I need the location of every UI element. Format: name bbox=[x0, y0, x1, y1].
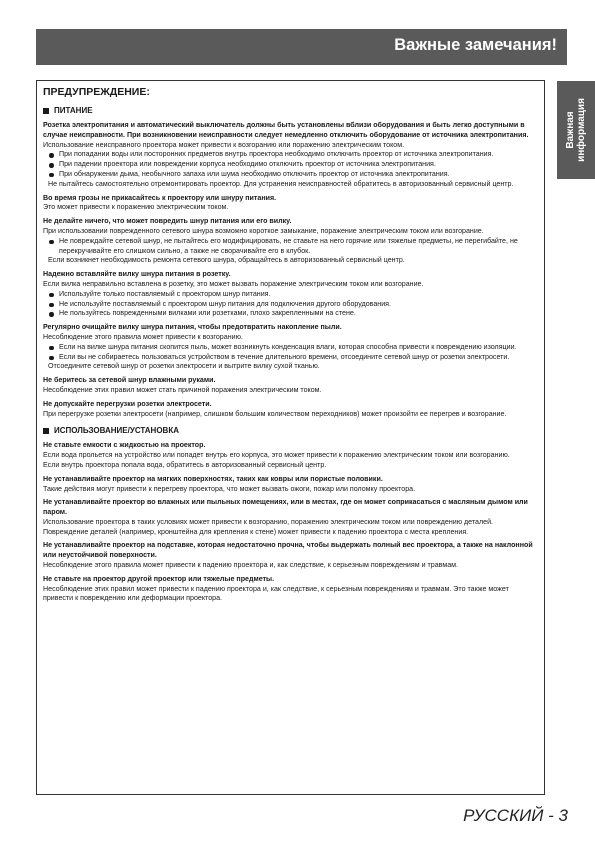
bullet-dot-icon bbox=[49, 293, 54, 298]
item-title: Не ставьте емкости с жидкостью на проектор. bbox=[43, 441, 206, 450]
usage-item bbox=[43, 475, 538, 495]
bullet-dot-icon bbox=[49, 153, 54, 158]
section-heading-label: ПИТАНИЕ bbox=[54, 106, 93, 115]
bullet-text: Не используйте поставляемый с проектором шнур питания для подключения другого оборудования. bbox=[59, 299, 391, 308]
bullet-item bbox=[43, 300, 538, 310]
side-tab-label bbox=[565, 98, 587, 162]
item-text: Использование проектора в таких условиях может привести к возгоранию, поражению электрическим током или повреждению деталей. Повреждение деталей (например, кронштейна для крепления к стене) может привести к падению проектора с места крепления. bbox=[43, 517, 494, 536]
power-item bbox=[43, 194, 538, 214]
bullet-text: При попадании воды или посторонних предметов внутрь проектора необходимо отключить проектор от источника электропитания. bbox=[59, 150, 494, 159]
item-text: При использовании поврежденного сетевого шнура возможно короткое замыкание, поражение электрическим током или возгорание. bbox=[43, 226, 484, 235]
bullet-text: Используйте только поставляемый с проектором шнур питания. bbox=[59, 289, 271, 298]
note-text: Если возникнет необходимость ремонта сетевого шнура, обращайтесь в авторизованный сервисный центр. bbox=[48, 256, 405, 265]
bullet-dot-icon bbox=[49, 303, 54, 308]
header-banner bbox=[36, 29, 567, 65]
bullet-dot-icon bbox=[49, 346, 54, 351]
item-text: Несоблюдение этого правила может привести к падению проектора и, как следствие, к серьезным повреждениям и травмам. bbox=[43, 561, 459, 570]
warning-title: ПРЕДУПРЕЖДЕНИЕ: bbox=[43, 86, 150, 98]
page-number: РУССКИЙ - 3 bbox=[463, 806, 568, 825]
page-title: Важные замечания! bbox=[394, 36, 557, 54]
usage-item bbox=[43, 441, 538, 470]
power-intro bbox=[43, 121, 538, 190]
warning-content bbox=[43, 86, 538, 608]
item-title: Во время грозы не прикасайтесь к проектору или шнуру питания. bbox=[43, 193, 277, 202]
item-title: Не устанавливайте проектор во влажных или пыльных помещениях, или в местах, где он может соприкасаться с масляным дымом или паром. bbox=[43, 498, 528, 517]
note-text: Не пытайтесь самостоятельно отремонтировать проектор. Для устранения неисправностей обратитесь в авторизованный сервисный центр. bbox=[48, 179, 514, 188]
item-text: Это может привести к поражению электрическим током. bbox=[43, 203, 229, 212]
square-bullet-icon bbox=[43, 428, 49, 434]
bullet-text: При обнаружении дыма, необычного запаха или шума необходимо отключить проектор от источника электропитания. bbox=[59, 169, 450, 178]
bullet-dot-icon bbox=[49, 240, 54, 245]
bullet-text: Если на вилке шнура питания скопится пыль, может возникнуть конденсация влаги, которая способна привести к повреждению изоляции. bbox=[59, 342, 517, 351]
usage-item bbox=[43, 575, 538, 604]
bullet-text: Не повреждайте сетевой шнур, не пытайтесь его модифицировать, не ставьте на него горячие или тяжелые предметы, не перегибайте, не перекручивайте его слишком сильно, а также не сворачивайте его в клубок. bbox=[59, 236, 518, 255]
power-item bbox=[43, 323, 538, 372]
power-intro-bold: Розетка электропитания и автоматический выключатель должны быть установлены вблизи оборудования и быть легко доступными в случае неисправности. При возникновении неисправности следует немедленно отключить оборудование от источника электропитания. bbox=[43, 121, 529, 139]
power-intro-text: Использование неисправного проектора может привести к возгоранию или поражению электрическим током. bbox=[43, 140, 405, 149]
item-text: Несоблюдение этого правила может привести к возгоранию. bbox=[43, 332, 243, 341]
bullet-item bbox=[43, 160, 538, 170]
side-tab-line2: информация bbox=[576, 98, 587, 162]
power-item bbox=[43, 400, 538, 420]
bullet-dot-icon bbox=[49, 173, 54, 178]
bullet-text: При падении проектора или повреждении корпуса необходимо отключить проектор от источника электропитания. bbox=[59, 160, 436, 169]
section-heading-usage bbox=[43, 426, 538, 436]
bullet-item bbox=[43, 343, 538, 353]
note-text: Отсоедините сетевой шнур от розетки электросети и вытрите вилку сухой тканью. bbox=[48, 362, 320, 371]
item-text: Если вилка неправильно вставлена в розетку, это может вызвать поражение электрическим током или возгорание. bbox=[43, 279, 424, 288]
section-heading-label: ИСПОЛЬЗОВАНИЕ/УСТАНОВКА bbox=[54, 426, 179, 436]
item-text: Если вода прольется на устройство или попадет внутрь его корпуса, это может привести к поражению электрическим током или возгоранию. bbox=[43, 451, 510, 460]
bullet-dot-icon bbox=[49, 163, 54, 168]
item-text: Такие действия могут привести к перегреву проектора, что может вызвать ожоги, пожар или поломку проектора. bbox=[43, 484, 416, 493]
bullet-dot-icon bbox=[49, 312, 54, 317]
square-bullet-icon bbox=[43, 108, 49, 114]
section-heading-power bbox=[43, 106, 538, 116]
usage-item bbox=[43, 498, 538, 537]
bullet-item bbox=[43, 237, 538, 257]
item-text: Несоблюдение этих правил может стать причиной поражения электрическим током. bbox=[43, 385, 322, 394]
bullet-item bbox=[43, 309, 538, 319]
item-title: Регулярно очищайте вилку шнура питания, чтобы предотвратить накопление пыли. bbox=[43, 323, 342, 332]
item-title: Не устанавливайте проектор на подставке, которая недостаточно прочна, чтобы выдержать полный вес проектора, а также на наклонной или неустойчивой поверхности. bbox=[43, 541, 533, 560]
item-title: Не беритесь за сетевой шнур влажными руками. bbox=[43, 376, 216, 385]
bullet-text: Если вы не собираетесь пользоваться устройством в течение длительного времени, отсоедините сетевой шнур от розетки электросети. bbox=[59, 352, 510, 361]
bullet-text: Не пользуйтесь поврежденными вилками или розетками, плохо закрепленными на стене. bbox=[59, 309, 356, 318]
bullet-item bbox=[43, 290, 538, 300]
side-tab bbox=[557, 81, 595, 179]
bullet-item bbox=[43, 150, 538, 160]
bullet-dot-icon bbox=[49, 356, 54, 361]
item-text: Несоблюдение этих правил может привести к падению проектора и, как следствие, к серьезным повреждениям и травмам. Это также может привести к повреждению или деформации проектора. bbox=[43, 584, 509, 603]
item-title: Не допускайте перегрузки розетки электросети. bbox=[43, 399, 212, 408]
item-text-secondary: Если внутрь проектора попала вода, обратитесь в авторизованный сервисный центр. bbox=[43, 460, 327, 469]
power-item bbox=[43, 217, 538, 266]
bullet-item bbox=[43, 353, 538, 363]
power-item bbox=[43, 270, 538, 319]
item-text: При перегрузке розетки электросети (например, слишком большим количеством переходников) может произойти ее перегрев и возгорание. bbox=[43, 409, 507, 418]
item-title: Не делайте ничего, что может повредить шнур питания или его вилку. bbox=[43, 217, 292, 226]
usage-item bbox=[43, 541, 538, 570]
item-title: Надежно вставляйте вилку шнура питания в розетку. bbox=[43, 270, 231, 279]
item-title: Не устанавливайте проектор на мягких поверхностях, таких как ковры или пористые половики. bbox=[43, 474, 383, 483]
item-title: Не ставьте на проектор другой проектор или тяжелые предметы. bbox=[43, 574, 275, 583]
power-item bbox=[43, 376, 538, 396]
side-tab-line1: Важная bbox=[565, 111, 576, 149]
bullet-item bbox=[43, 170, 538, 180]
